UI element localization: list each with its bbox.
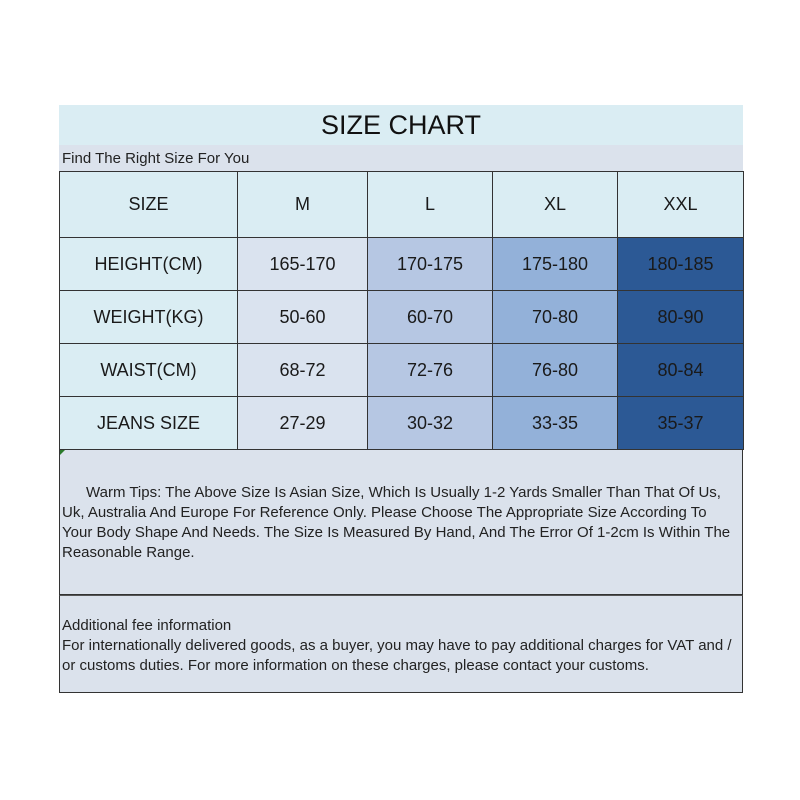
- table-cell: 27-29: [238, 397, 368, 450]
- table-cell: 80-84: [618, 344, 744, 397]
- header-cell-size: SIZE: [60, 172, 238, 238]
- table-cell: 50-60: [238, 291, 368, 344]
- row-label: HEIGHT(CM): [60, 238, 238, 291]
- table-cell: 35-37: [618, 397, 744, 450]
- table-cell: 60-70: [368, 291, 493, 344]
- table-cell: 170-175: [368, 238, 493, 291]
- table-row-waist: [60, 344, 744, 397]
- header-cell-l: L: [368, 172, 493, 238]
- header-cell-xxl: XXL: [618, 172, 744, 238]
- table-cell: 30-32: [368, 397, 493, 450]
- chart-subtitle: Find The Right Size For You: [59, 145, 743, 171]
- fee-body: For internationally delivered goods, as a buyer, you may have to pay additional charges for VAT and / or customs duties. For more information on these charges, please contact your customs.: [62, 637, 732, 674]
- table-cell: 165-170: [238, 238, 368, 291]
- size-chart-sheet: [59, 105, 743, 693]
- header-cell-m: M: [238, 172, 368, 238]
- table-cell: 68-72: [238, 344, 368, 397]
- warm-tips-text: Warm Tips: The Above Size Is Asian Size, Which Is Usually 1-2 Yards Smaller Than That Of Us, Uk, Australia And Europe For Reference Only. Please Choose The Appropriate Size According To Your Body Shape And Needs. The Size Is Measured By Hand, And The Error Of 1-2cm Is Within The Reasonable Range.: [62, 484, 731, 561]
- table-header-row: [60, 172, 744, 238]
- table-cell: 72-76: [368, 344, 493, 397]
- table-row-jeans: [60, 397, 744, 450]
- table-cell: 180-185: [618, 238, 744, 291]
- row-label: WEIGHT(KG): [60, 291, 238, 344]
- table-cell: 76-80: [493, 344, 618, 397]
- table-row-height: [60, 238, 744, 291]
- table-cell: 80-90: [618, 291, 744, 344]
- table-row-weight: [60, 291, 744, 344]
- chart-title: SIZE CHART: [59, 105, 743, 145]
- table-cell: 175-180: [493, 238, 618, 291]
- row-label: WAIST(CM): [60, 344, 238, 397]
- additional-fee-panel: [59, 595, 743, 693]
- warm-tips-panel: [59, 450, 743, 595]
- fee-title: Additional fee information: [62, 617, 232, 634]
- header-cell-xl: XL: [493, 172, 618, 238]
- row-label: JEANS SIZE: [60, 397, 238, 450]
- table-cell: 70-80: [493, 291, 618, 344]
- table-cell: 33-35: [493, 397, 618, 450]
- size-table: [59, 171, 744, 450]
